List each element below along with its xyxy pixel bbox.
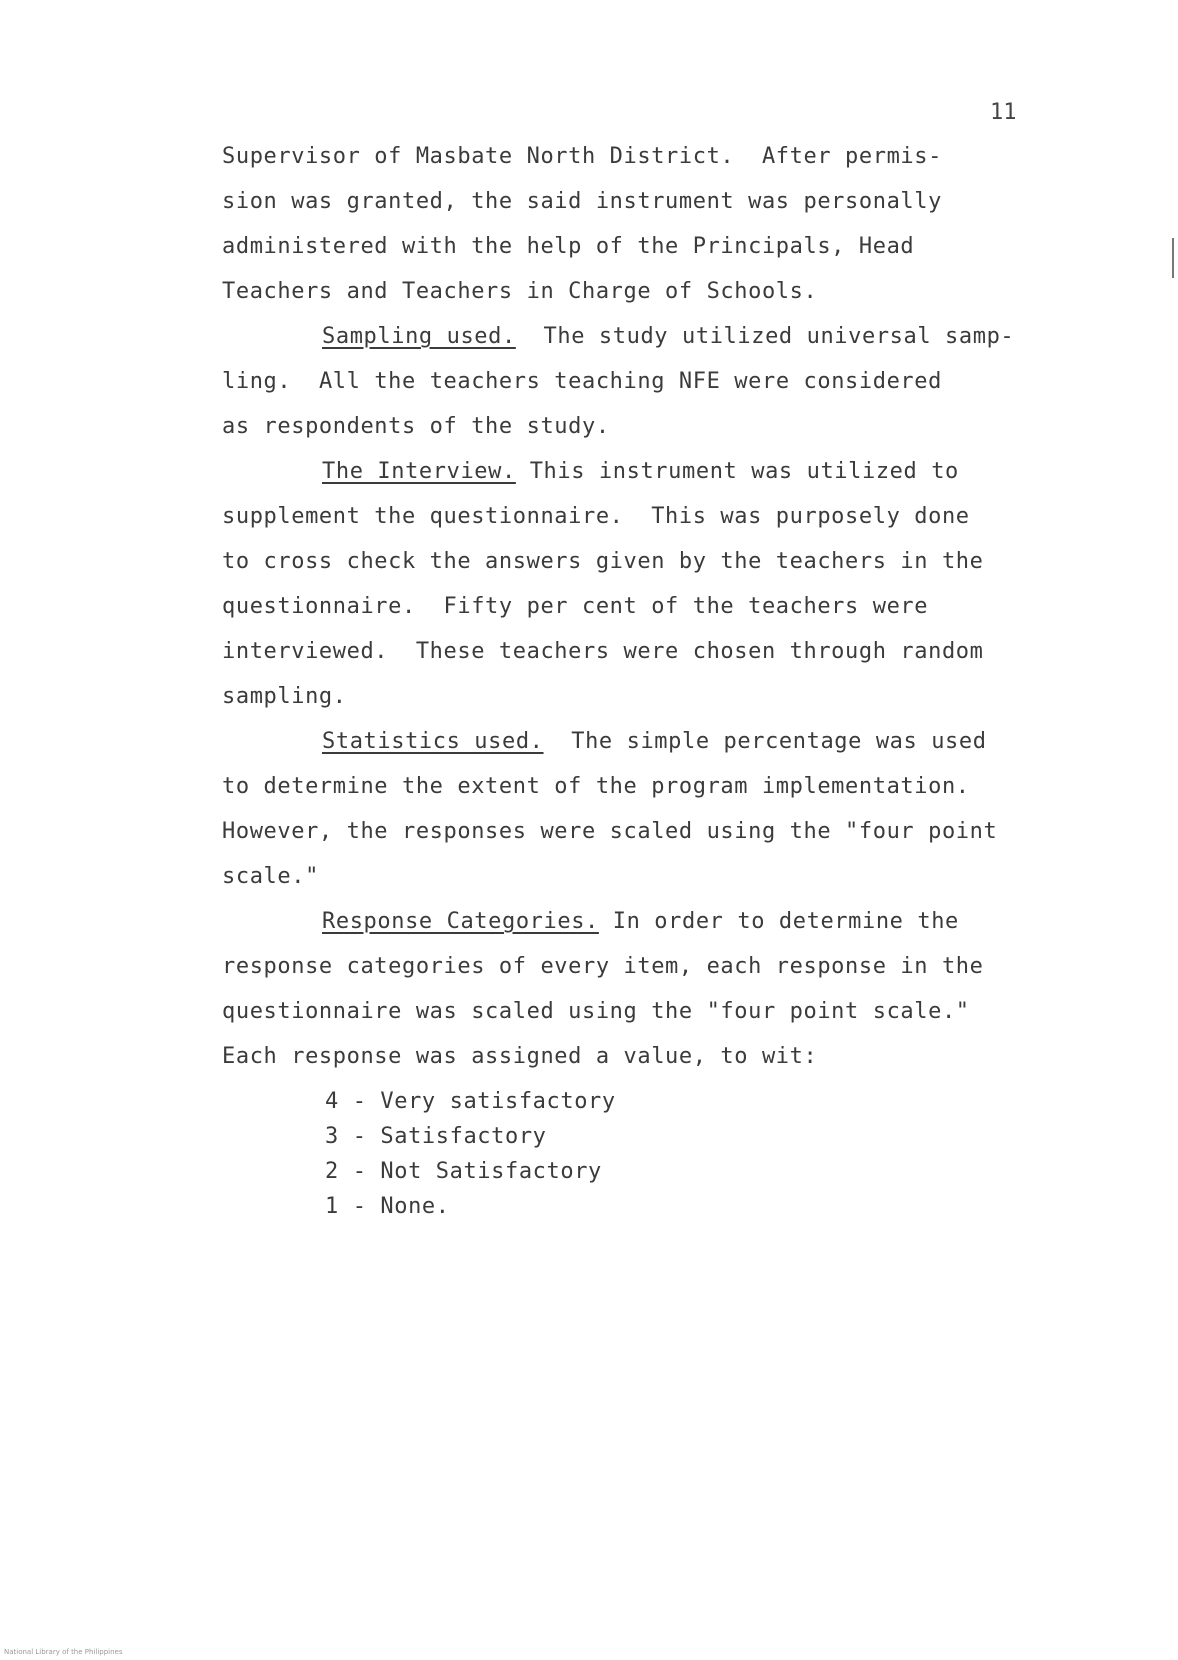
scale-item-1: 1 - None. [325,1194,450,1219]
interview-heading: The Interview. [322,459,516,484]
scan-footer: National Library of the Philippines [4,1648,123,1656]
scale-item-2: 2 - Not Satisfactory [325,1159,602,1184]
text-line-interviewed: interviewed. These teachers were chosen through random [222,639,984,664]
scale-item-3: 3 - Satisfactory [325,1124,547,1149]
text-line-questionnaire-scaled: questionnaire was scaled using the "four point scale." [222,999,970,1024]
text-line-3: administered with the help of the Principals, Head [222,234,915,259]
page-number: 11 [990,100,1017,125]
statistics-paragraph-start [322,727,987,757]
sampling-text: The study utilized universal samp- [543,324,1015,349]
text-line-cross-check: to cross check the answers given by the teachers in the [222,549,984,574]
text-line-fifty: questionnaire. Fifty per cent of the teachers were [222,594,929,619]
statistics-text: The simple percentage was used [571,729,987,754]
text-line-determine: to determine the extent of the program implementation. [222,774,970,799]
text-line-1: Supervisor of Masbate North District. After permis- [222,144,942,169]
text-line-each-response: Each response was assigned a value, to wit: [222,1044,818,1069]
response-paragraph-start [322,907,959,937]
text-line-categories: response categories of every item, each response in the [222,954,984,979]
response-heading: Response Categories. [322,909,599,934]
text-line-2: sion was granted, the said instrument was personally [222,189,942,214]
interview-text: This instrument was utilized to [529,459,959,484]
interview-paragraph-start [322,457,959,487]
scale-item-4: 4 - Very satisfactory [325,1089,616,1114]
text-line-supplement: supplement the questionnaire. This was purposely done [222,504,970,529]
text-line-scale: scale." [222,864,319,889]
sampling-continuation: ling. [222,369,292,394]
sampling-paragraph-start [322,322,1014,352]
text-line-however: However, the responses were scaled using the "four point [222,819,998,844]
sampling-heading: Sampling used. [322,324,516,349]
text-line-respondents: as respondents of the study. [222,414,610,439]
text-line-sampling: sampling. [222,684,347,709]
text-line-4: Teachers and Teachers in Charge of Schools. [222,279,818,304]
margin-mark [1172,238,1174,278]
sampling-line-2-text: All the teachers teaching NFE were considered [318,369,942,394]
statistics-heading: Statistics used. [322,729,544,754]
sampling-line-2 [222,367,942,397]
response-text: In order to determine the [612,909,959,934]
